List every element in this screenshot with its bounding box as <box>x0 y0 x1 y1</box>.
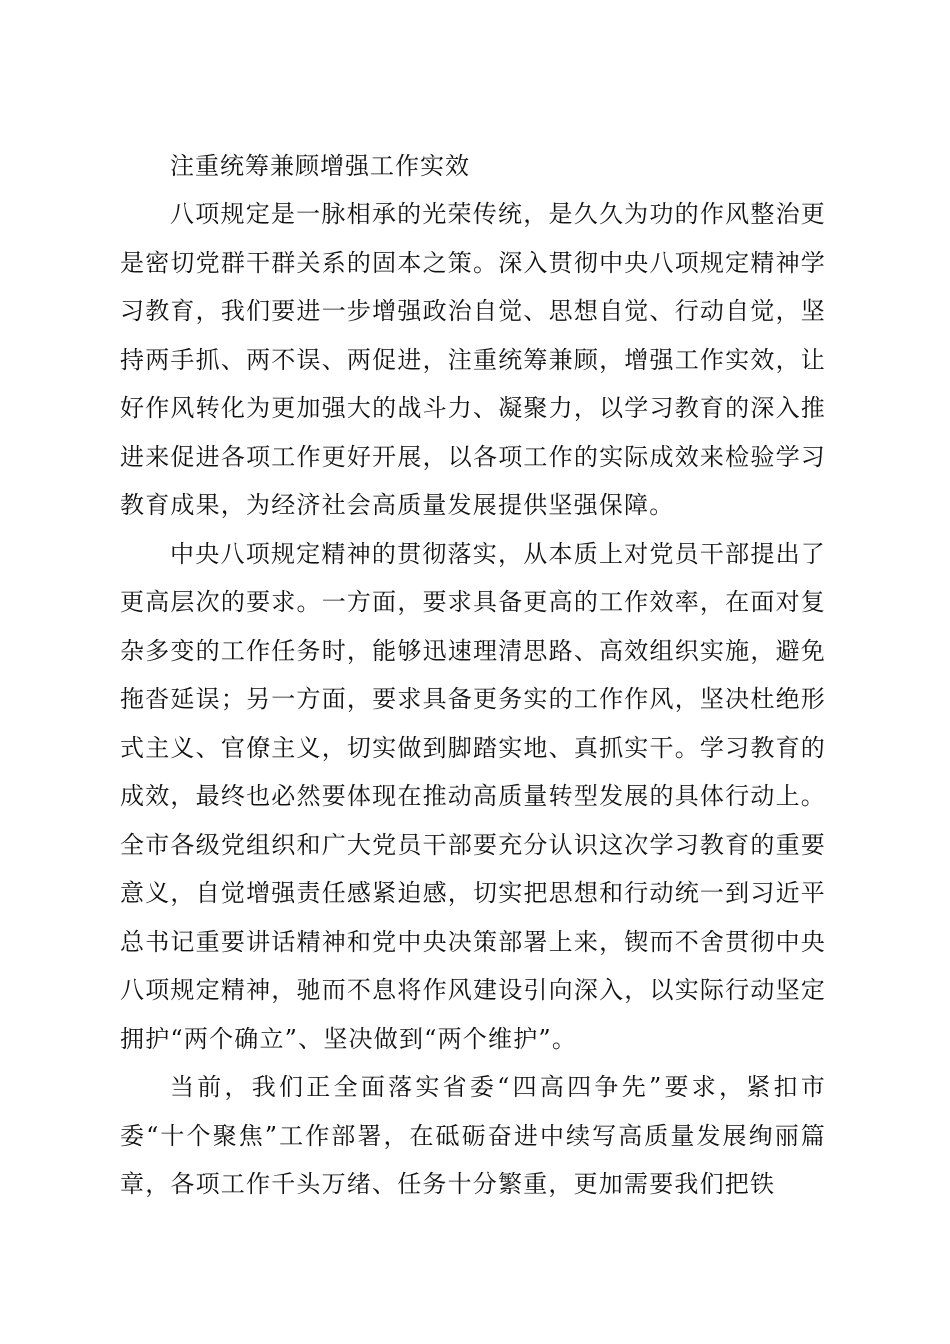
paragraph-2: 中央八项规定精神的贯彻落实，从本质上对党员干部提出了更高层次的要求。一方面，要求具备更高的工作效率，在面对复杂多变的工作任务时，能够迅速理清思路、高效组织实施，避免拖沓延误；另一方面，要求具备更务实的工作作风，坚决杜绝形式主义、官僚主义，切实做到脚踏实地、真抓实干。学习教育的成效，最终也必然要体现在推动高质量转型发展的具体行动上。全市各级党组织和广大党员干部要充分认识这次学习教育的重要意义，自觉增强责任感紧迫感，切实把思想和行动统一到习近平总书记重要讲话精神和党中央决策部署上来，锲而不舍贯彻中央八项规定精神，驰而不息将作风建设引向深入，以实际行动坚定拥护“两个确立”、坚决做到“两个维护”。 <box>120 539 826 1053</box>
paragraph-3: 当前，我们正全面落实省委“四高四争先”要求，紧扣市委“十个聚焦”工作部署，在砥砺奋进中续写高质量发展绚丽篇章，各项工作千头万绪、任务十分繁重，更加需要我们把铁 <box>120 1073 826 1198</box>
document-body <box>120 142 826 1209</box>
document-title: 注重统筹兼顾增强工作实效 <box>170 152 470 180</box>
paragraph-1: 八项规定是一脉相承的光荣传统，是久久为功的作风整治更是密切党群干群关系的固本之策。深入贯彻中央八项规定精神学习教育，我们要进一步增强政治自觉、思想自觉、行动自觉，坚持两手抓、两不误、两促进，注重统筹兼顾，增强工作实效，让好作风转化为更加强大的战斗力、凝聚力，以学习教育的深入推进来促进各项工作更好开展，以各项工作的实际成效来检验学习教育成果，为经济社会高质量发展提供坚强保障。 <box>120 200 826 519</box>
